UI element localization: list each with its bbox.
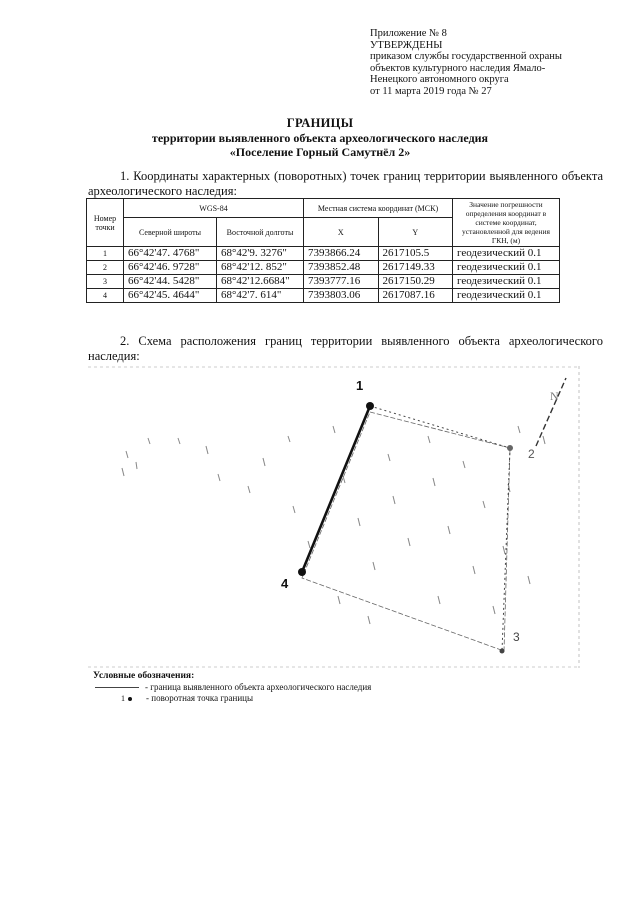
point-label-4: 4 bbox=[281, 576, 289, 591]
point-label-1: 1 bbox=[356, 378, 364, 393]
boundary-point-2 bbox=[507, 445, 513, 451]
coordinates-table bbox=[86, 198, 560, 303]
north-arrow-label: N bbox=[550, 389, 559, 403]
table-row bbox=[87, 275, 560, 289]
cell-lon: 68°42'12.6684" bbox=[217, 275, 304, 289]
header-x: X bbox=[304, 218, 379, 247]
boundary-edge-2-3 bbox=[502, 448, 510, 651]
map-legend bbox=[93, 671, 371, 704]
terrain-hatching bbox=[122, 426, 545, 624]
order-line-2: объектов культурного наследия Ямало- bbox=[370, 62, 546, 74]
point-label-3: 3 bbox=[513, 630, 520, 644]
header-lon: Восточной долготы bbox=[217, 218, 304, 247]
object-name: «Поселение Горный Самутнёл 2» bbox=[229, 145, 411, 159]
cell-acc: геодезический 0.1 bbox=[453, 247, 560, 261]
boundary-outline bbox=[302, 412, 510, 651]
cell-lat: 66°42'46. 9728" bbox=[124, 261, 217, 275]
boundary-edge-1-4 bbox=[302, 406, 370, 572]
table-row bbox=[87, 261, 560, 275]
legend-point-label: - поворотная точка границы bbox=[146, 693, 254, 703]
order-date: от 11 марта 2019 года № 27 bbox=[370, 85, 492, 97]
boundary-point-3 bbox=[500, 649, 505, 654]
legend-line-sample bbox=[95, 687, 139, 688]
cell-x: 7393803.06 bbox=[304, 289, 379, 303]
header-y: Y bbox=[378, 218, 453, 247]
document-subtitle: территории выявленного объекта археологического наследия bbox=[151, 131, 489, 145]
cell-y: 2617149.33 bbox=[378, 261, 453, 275]
cell-lat: 66°42'45. 4644" bbox=[124, 289, 217, 303]
cell-lon: 68°42'9. 3276" bbox=[217, 247, 304, 261]
cell-n: 4 bbox=[87, 289, 124, 303]
header-msk: Местная система координат (МСК) bbox=[304, 199, 453, 218]
cell-x: 7393777.16 bbox=[304, 275, 379, 289]
cell-x: 7393866.24 bbox=[304, 247, 379, 261]
appendix-number: Приложение № 8 bbox=[370, 28, 447, 39]
cell-y: 2617105.5 bbox=[378, 247, 453, 261]
boundary-edge-1-2 bbox=[370, 406, 510, 448]
boundary-point-4 bbox=[298, 568, 306, 576]
header-lat: Северной широты bbox=[124, 218, 217, 247]
cell-y: 2617087.16 bbox=[378, 289, 453, 303]
legend-boundary-label: - граница выявленного объекта археологического наследия bbox=[145, 682, 372, 692]
legend-point-row bbox=[93, 693, 371, 704]
cell-acc: геодезический 0.1 bbox=[453, 261, 560, 275]
order-line-3: Ненецкого автономного округа bbox=[370, 74, 509, 85]
cell-n: 3 bbox=[87, 275, 124, 289]
order-line-1: приказом службы государственной охраны bbox=[370, 51, 562, 62]
approved-label: УТВЕРЖДЕНЫ bbox=[370, 39, 443, 51]
legend-boundary-row bbox=[93, 682, 371, 693]
table-row bbox=[87, 289, 560, 303]
table-row bbox=[87, 247, 560, 261]
cell-n: 2 bbox=[87, 261, 124, 275]
cell-lon: 68°42'12. 852" bbox=[217, 261, 304, 275]
boundary-point-1 bbox=[366, 402, 374, 410]
legend-point-dot-icon bbox=[128, 697, 132, 701]
cell-lat: 66°42'44. 5428" bbox=[124, 275, 217, 289]
approval-header bbox=[370, 28, 620, 97]
section-2-heading: 2. Схема расположения границ территории выявленного объекта археологического наследия: bbox=[88, 334, 603, 363]
header-point-no: Номер точки bbox=[87, 199, 124, 247]
cell-x: 7393852.48 bbox=[304, 261, 379, 275]
cell-lat: 66°42'47. 4768" bbox=[124, 247, 217, 261]
cell-acc: геодезический 0.1 bbox=[453, 289, 560, 303]
cell-acc: геодезический 0.1 bbox=[453, 275, 560, 289]
header-accuracy: Значение погрешности определения координат в системе координат, установленной для ведения ГКН, (м) bbox=[453, 199, 560, 247]
section-1-heading: 1. Координаты характерных (поворотных) точек границ территории выявленного объекта археологического наследия: bbox=[88, 169, 603, 198]
cell-lon: 68°42'7. 614" bbox=[217, 289, 304, 303]
legend-point-number: 1 bbox=[121, 694, 125, 703]
legend-title: Условные обозначения: bbox=[93, 671, 195, 681]
point-label-2: 2 bbox=[528, 447, 535, 461]
cell-n: 1 bbox=[87, 247, 124, 261]
cell-y: 2617150.29 bbox=[378, 275, 453, 289]
header-wgs: WGS-84 bbox=[124, 199, 304, 218]
document-title: ГРАНИЦЫ bbox=[286, 116, 354, 130]
boundary-scheme-map bbox=[88, 366, 580, 668]
